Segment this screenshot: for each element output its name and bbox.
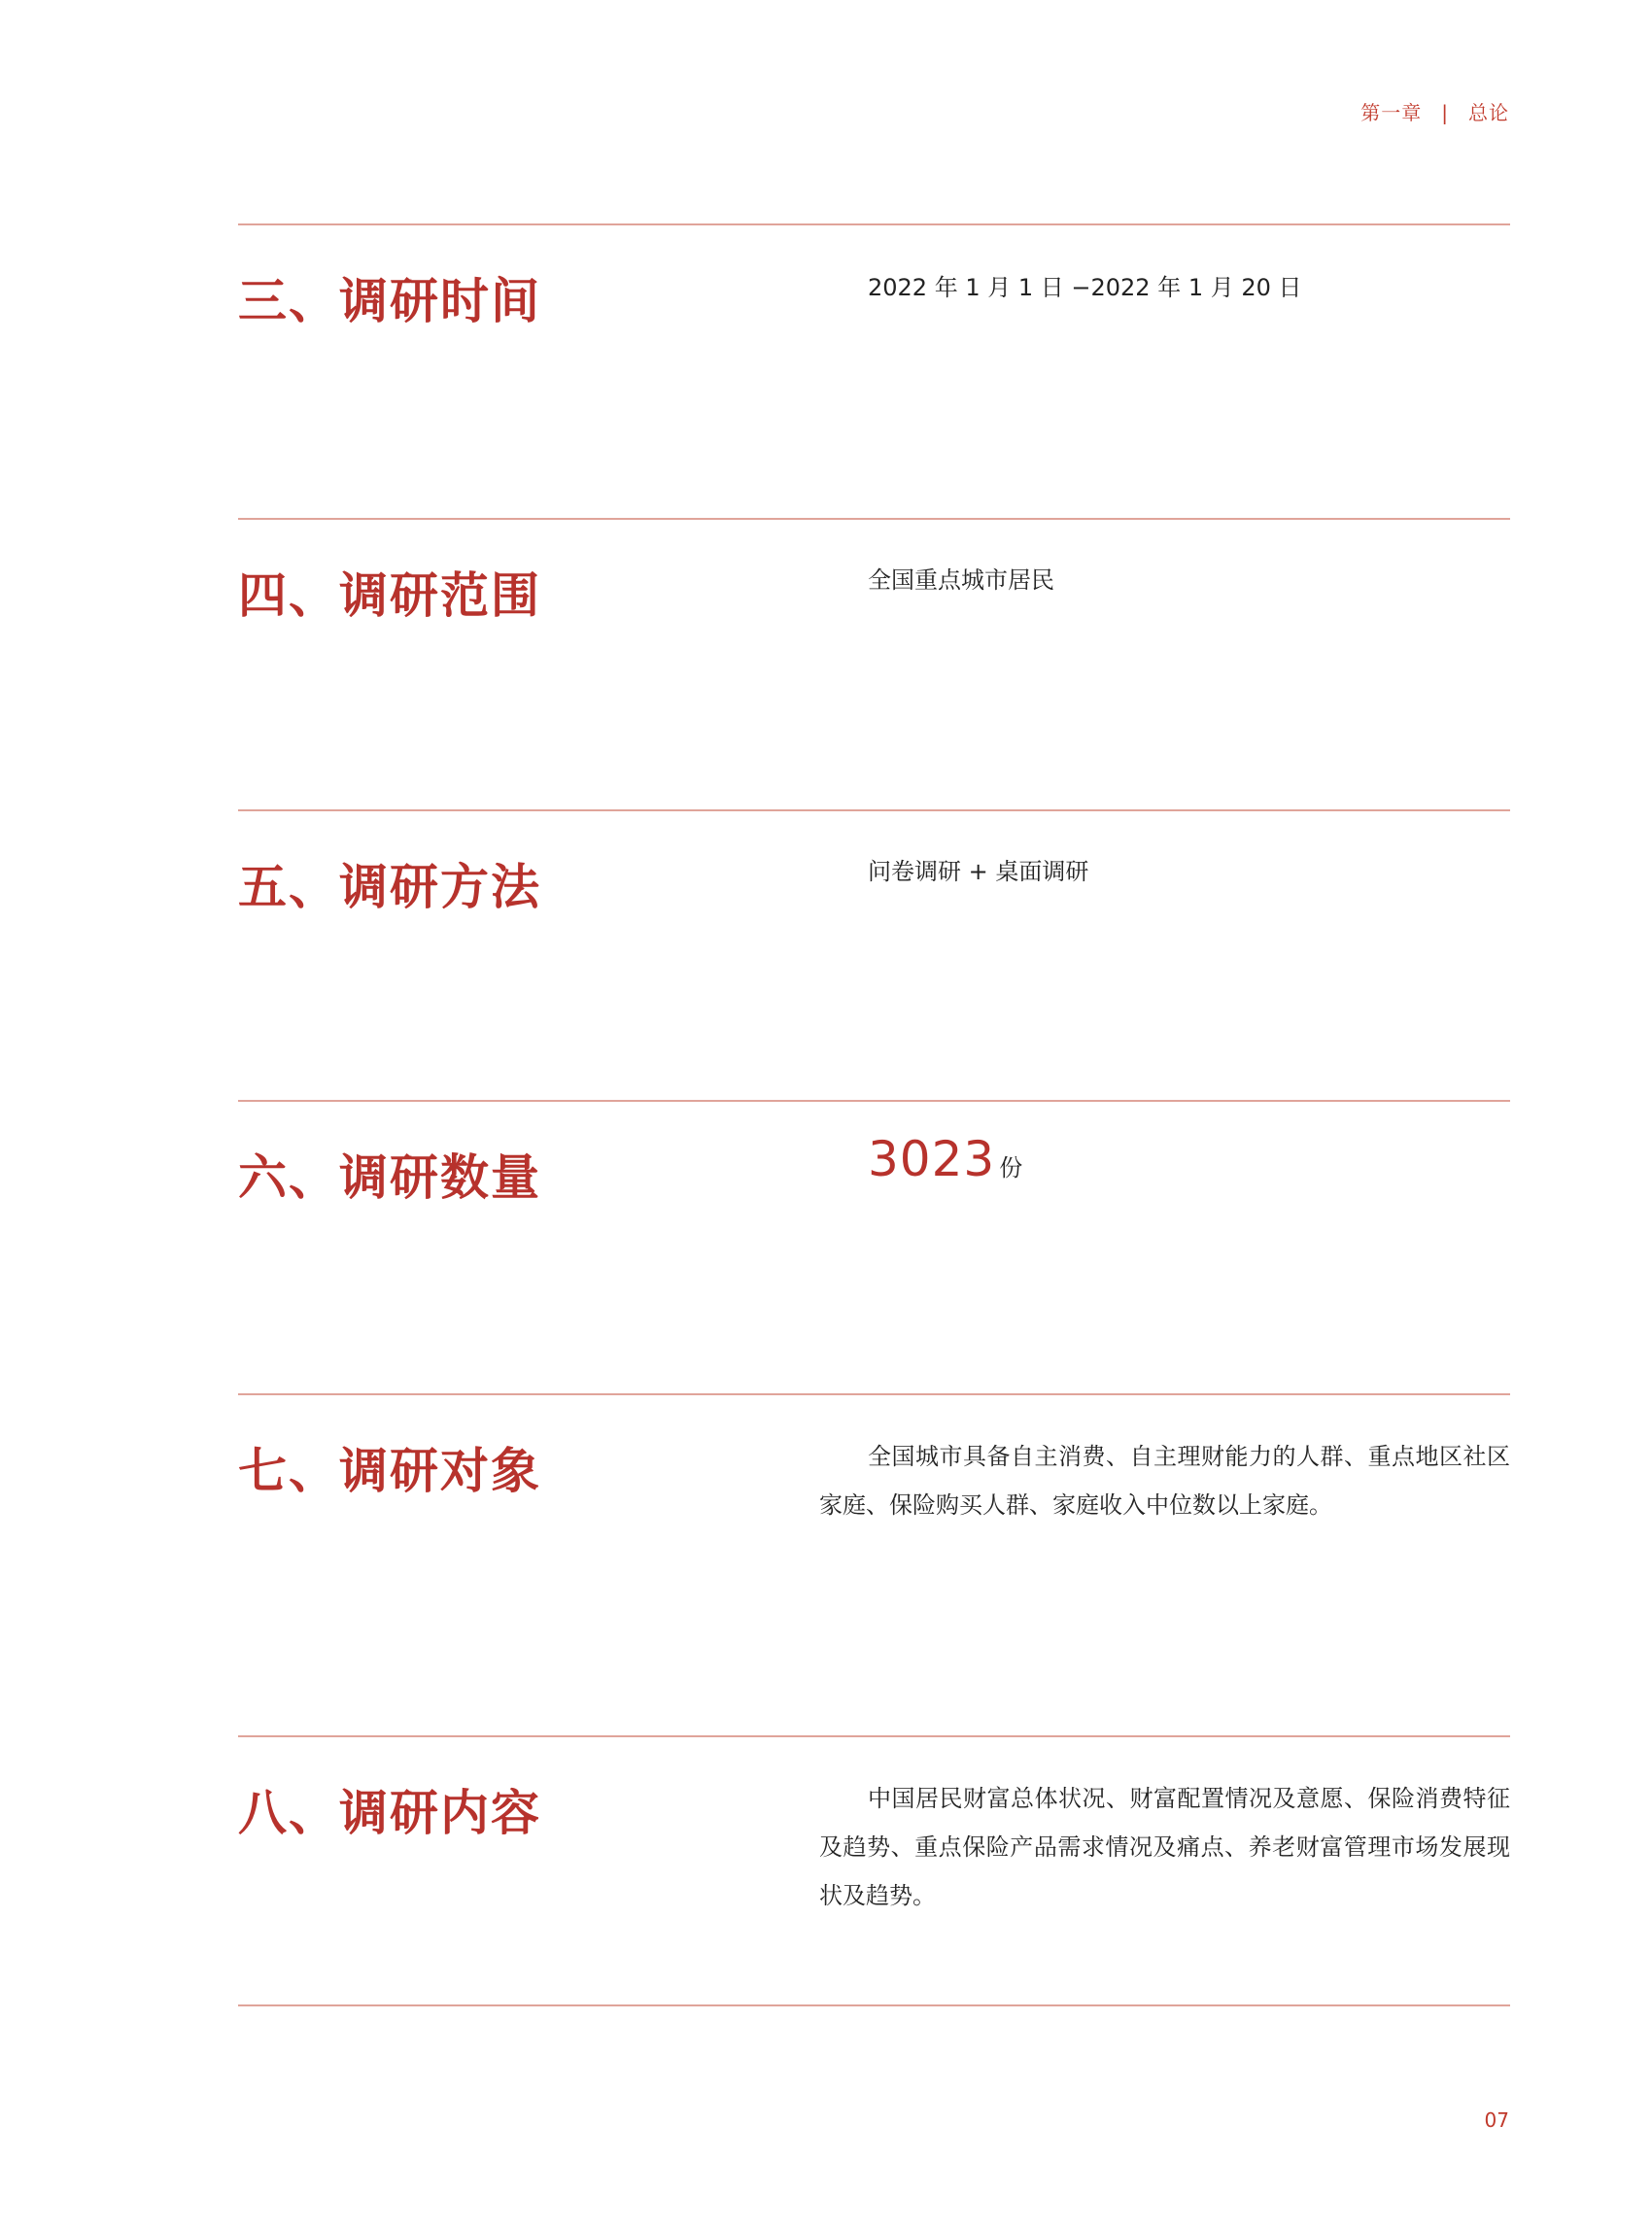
section-title: 三、调研时间 xyxy=(238,273,541,329)
chapter-label: 第一章 xyxy=(1360,101,1423,124)
survey-count-unit: 份 xyxy=(999,1154,1023,1181)
section-survey-quantity xyxy=(238,1100,1510,1393)
section-value: 问卷调研 + 桌面调研 xyxy=(868,858,1089,885)
section-survey-subjects xyxy=(238,1393,1510,1735)
survey-count: 3023 xyxy=(868,1131,996,1187)
section-value: 2022 年 1 月 1 日 −2022 年 1 月 20 日 xyxy=(868,274,1302,301)
section-value xyxy=(868,1131,1022,1187)
header-separator: | xyxy=(1441,101,1449,124)
section-survey-content xyxy=(238,1735,1510,2006)
section-title: 六、调研数量 xyxy=(238,1149,541,1206)
section-paragraph: 中国居民财富总体状况、财富配置情况及意愿、保险消费特征及趋势、重点保险产品需求情况及痛点、养老财富管理市场发展现状及趋势。 xyxy=(819,1785,1510,1909)
page-number: 07 xyxy=(1484,2108,1509,2132)
section-value: 全国重点城市居民 xyxy=(868,566,1054,594)
section-title: 五、调研方法 xyxy=(238,859,541,915)
section-paragraph: 全国城市具备自主消费、自主理财能力的人群、重点地区社区家庭、保险购买人群、家庭收入中位数以上家庭。 xyxy=(819,1443,1510,1519)
running-header xyxy=(1360,97,1509,125)
section-title: 八、调研内容 xyxy=(238,1785,541,1841)
section-title: 四、调研范围 xyxy=(238,567,541,624)
section-survey-scope xyxy=(238,518,1510,811)
section-label: 总论 xyxy=(1468,101,1509,124)
section-survey-method xyxy=(238,809,1510,1103)
section-title: 七、调研对象 xyxy=(238,1443,541,1499)
section-survey-time xyxy=(238,223,1510,517)
bottom-divider xyxy=(238,2004,1510,2006)
